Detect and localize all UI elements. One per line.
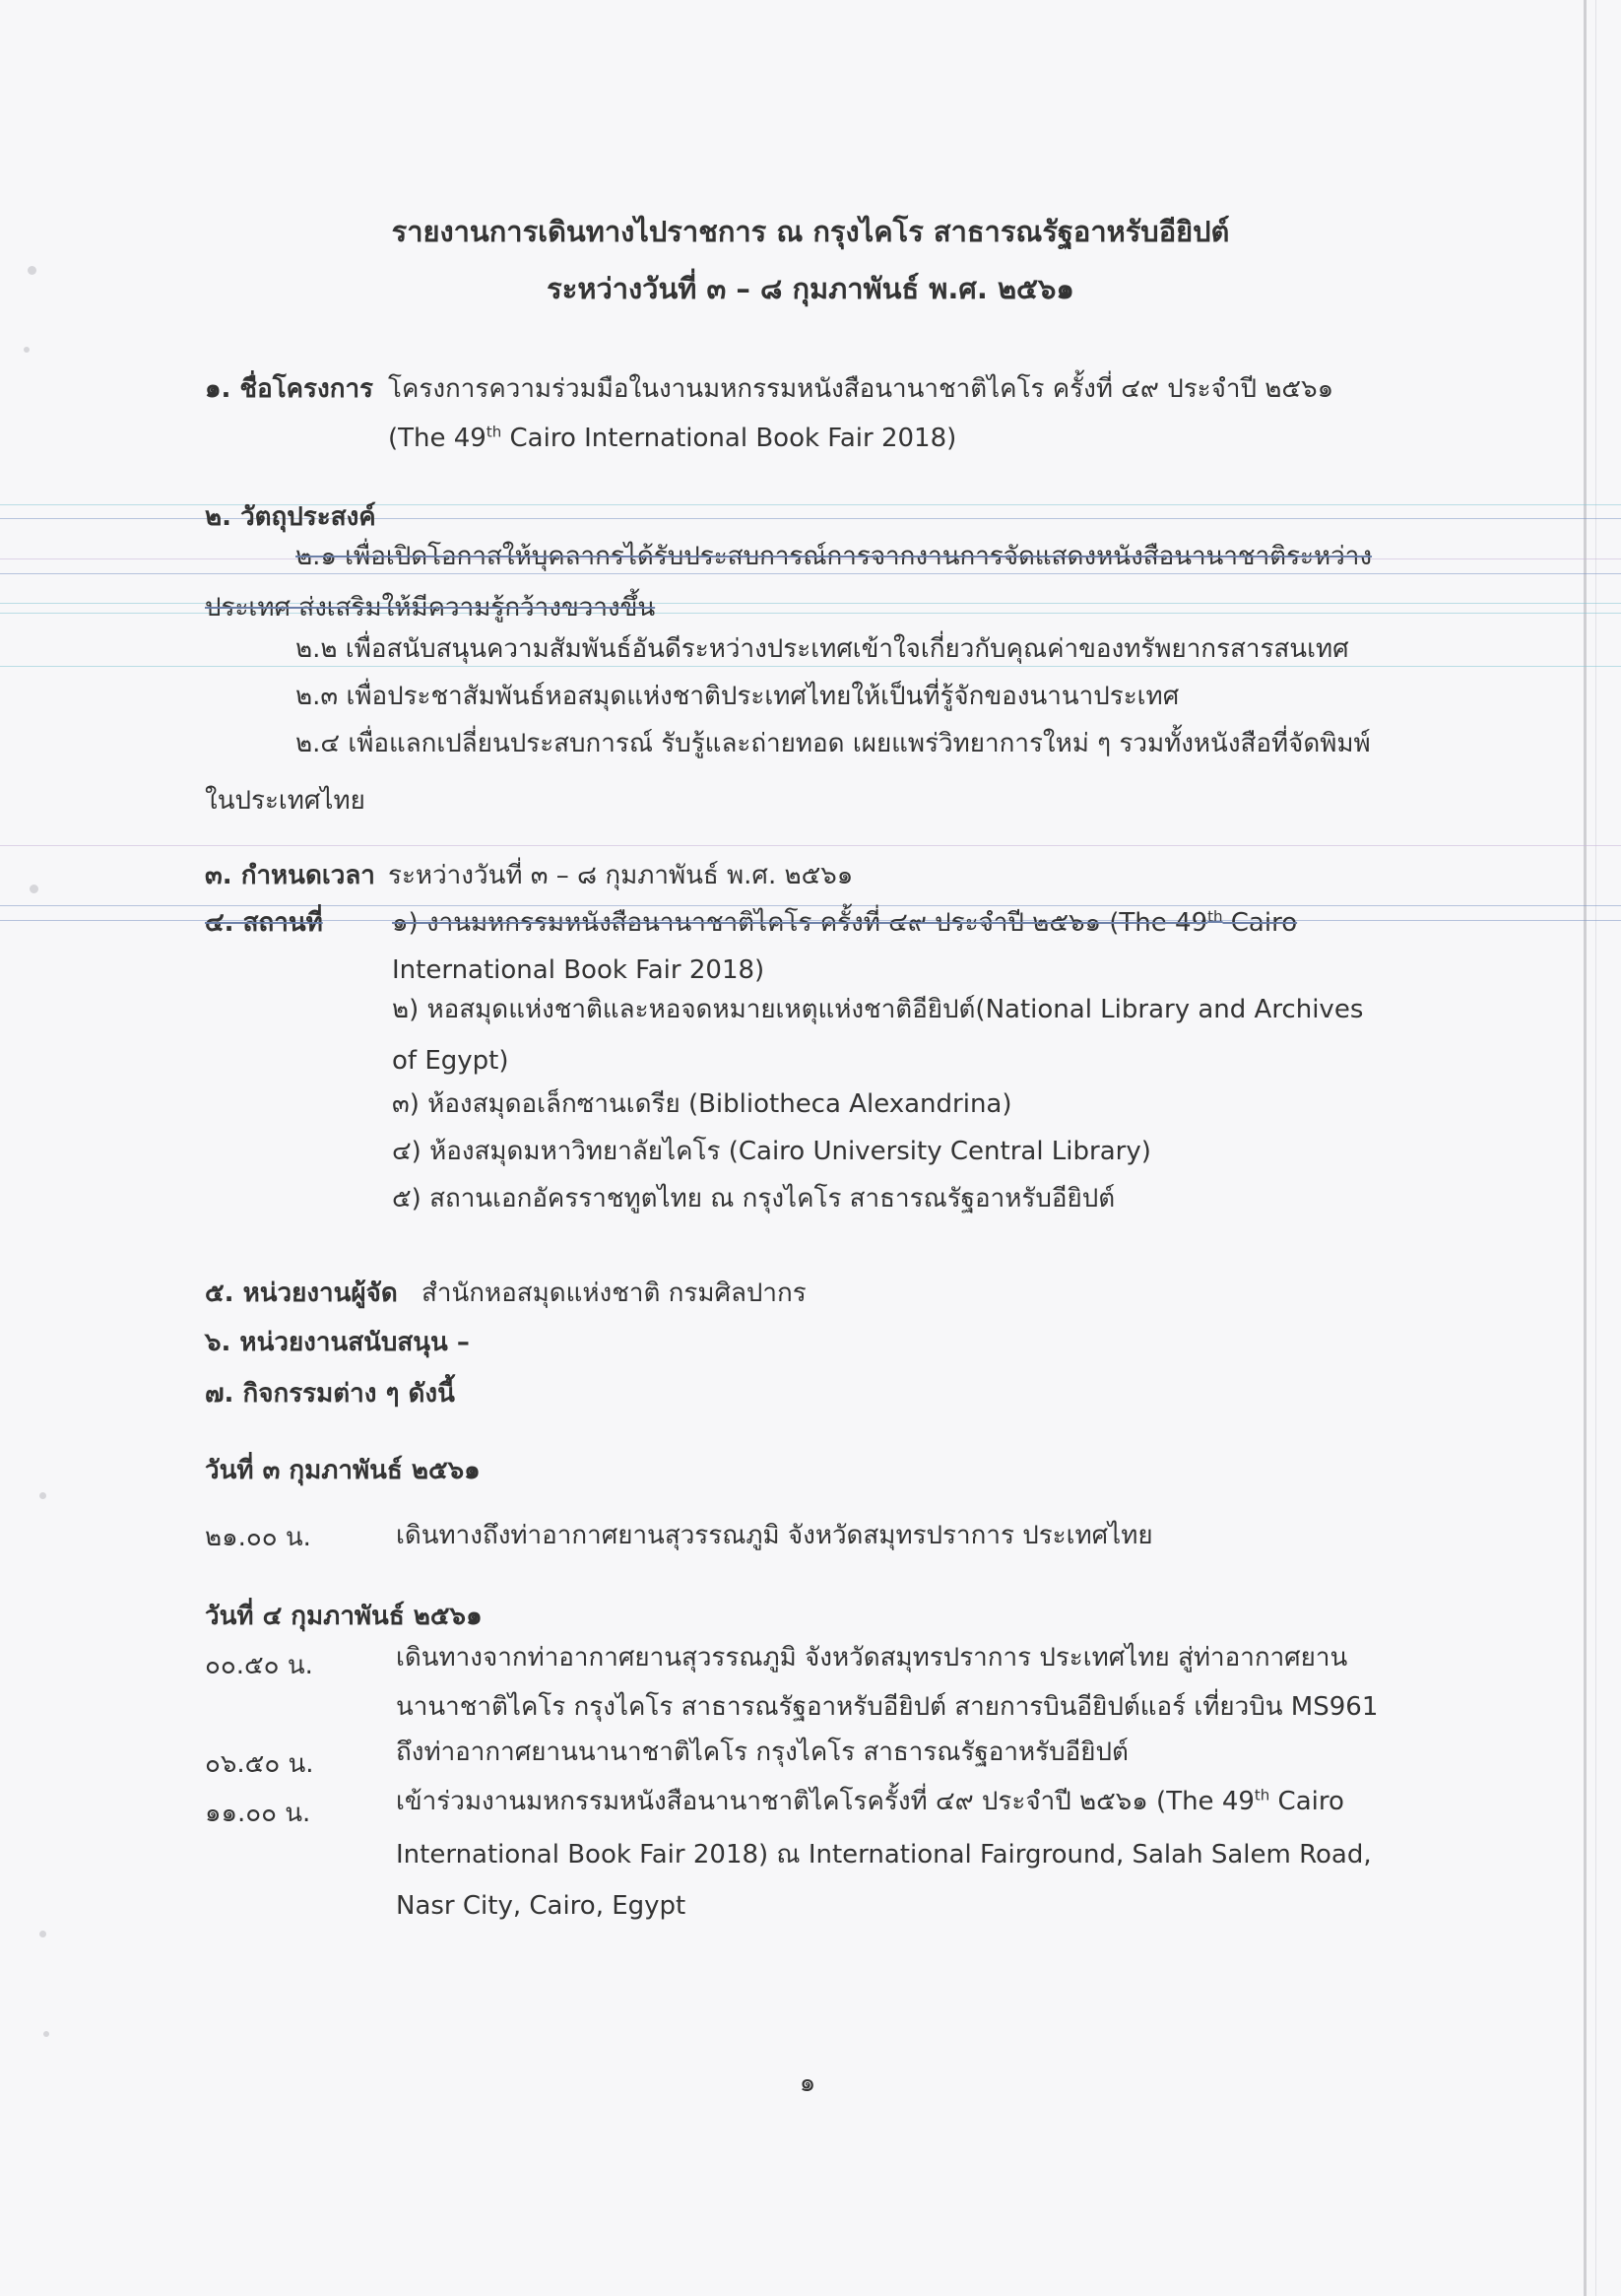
schedule-dates: ระหว่างวันที่ ๓ – ๘ กุมภาพันธ์ พ.ศ. ๒๕๖๑	[388, 861, 854, 890]
binder-hole-mark	[43, 2031, 49, 2037]
objective-2-1: ๒.๑ เพื่อเปิดโอกาสให้บุคลากรได้รับประสบการณ์การจากงานการจัดแสดงหนังสือนานาชาติระหว่าง	[295, 542, 1373, 571]
time-0650: ๐๖.๕๐ น.	[205, 1749, 314, 1779]
venue-3: ๓) ห้องสมุดอเล็กซานเดรีย (Bibliotheca Alexandrina)	[392, 1089, 1012, 1119]
scan-line	[0, 845, 1621, 846]
activity-0050: เดินทางจากท่าอากาศยานสุวรรณภูมิ จังหวัดสมุทรปราการ ประเทศไทย สู่ท่าอากาศยาน	[396, 1643, 1348, 1673]
activity-0650: ถึงท่าอากาศยานนานาชาติไคโร กรุงไคโร สาธารณรัฐอาหรับอียิปต์	[396, 1738, 1129, 1767]
activity-2100: เดินทางถึงท่าอากาศยานสุวรรณภูมิ จังหวัดสมุทรปราการ ประเทศไทย	[396, 1521, 1153, 1550]
objective-2-3: ๒.๓ เพื่อประชาสัมพันธ์หอสมุดแห่งชาติประเทศไทยให้เป็นที่รู้จักของนานาประเทศ	[295, 682, 1180, 711]
time-1100: ๑๑.๐๐ น.	[205, 1799, 311, 1828]
day-heading-4-feb: วันที่ ๔ กุมภาพันธ์ ๒๕๖๑	[205, 1602, 483, 1631]
project-name: โครงการความร่วมมือในงานมหกรรมหนังสือนานาชาติไคโร ครั้งที่ ๔๙ ประจำปี ๒๕๖๑	[388, 374, 1334, 404]
section-2-heading: ๒. วัตถุประสงค์	[205, 502, 376, 532]
activity-1100: เข้าร่วมงานมหกรรมหนังสือนานาชาติไคโรครั้งที่ ๔๙ ประจำปี ๒๕๖๑ (The 49th Cairo	[396, 1786, 1344, 1816]
venue-1-cont: International Book Fair 2018)	[392, 955, 765, 985]
venue-5: ๕) สถานเอกอัครราชทูตไทย ณ กรุงไคโร สาธารณรัฐอาหรับอียิปต์	[392, 1184, 1116, 1214]
section-5-heading: ๕. หน่วยงานผู้จัด	[205, 1279, 398, 1308]
section-4-heading: ๔. สถานที่	[205, 908, 323, 938]
document-subtitle-dates: ระหว่างวันที่ ๓ – ๘ กุมภาพันธ์ พ.ศ. ๒๕๖๑	[547, 272, 1074, 305]
day-heading-3-feb: วันที่ ๓ กุมภาพันธ์ ๒๕๖๑	[205, 1456, 481, 1485]
venue-2-cont: of Egypt)	[392, 1046, 509, 1076]
organizer: สำนักหอสมุดแห่งชาติ กรมศิลปากร	[421, 1279, 807, 1308]
section-3-heading: ๓. กำหนดเวลา	[205, 861, 375, 890]
venue-1: ๑) งานมหกรรมหนังสือนานาชาติไคโร ครั้งที่ ๔๙ ประจำปี ๒๕๖๑ (The 49th Cairo	[392, 907, 1298, 938]
time-0050: ๐๐.๕๐ น.	[205, 1651, 313, 1680]
page-edge-line	[1595, 0, 1596, 2296]
binder-hole-mark	[24, 347, 30, 353]
project-name-english: (The 49th Cairo International Book Fair 2018)	[388, 423, 957, 453]
document-title: รายงานการเดินทางไปราชการ ณ กรุงไคโร สาธารณรัฐอาหรับอียิปต์	[391, 215, 1230, 248]
section-6-heading: ๖. หน่วยงานสนับสนุน –	[205, 1328, 470, 1357]
activity-1100-cont-2: Nasr City, Cairo, Egypt	[396, 1891, 686, 1921]
scan-line	[0, 573, 1621, 574]
binder-hole-mark	[39, 1931, 46, 1937]
objective-2-4-cont: ในประเทศไทย	[205, 786, 365, 816]
section-1-heading: ๑. ชื่อโครงการ	[205, 374, 374, 404]
objective-2-1-cont: ประเทศ ส่งเสริมให้มีความรู้กว้างขวางขึ้น	[205, 593, 656, 623]
page-number: ๑	[799, 2068, 816, 2098]
page-edge-shadow	[1584, 0, 1587, 2296]
time-2100: ๒๑.๐๐ น.	[205, 1523, 311, 1552]
scan-line	[0, 666, 1621, 667]
objective-2-4: ๒.๔ เพื่อแลกเปลี่ยนประสบการณ์ รับรู้และถ่ายทอด เผยแพร่วิทยาการใหม่ ๆ รวมทั้งหนังสือที่จัดพิมพ์	[295, 729, 1371, 758]
venue-2: ๒) หอสมุดแห่งชาติและหอจดหมายเหตุแห่งชาติอียิปต์(National Library and Archives	[392, 995, 1364, 1024]
binder-hole-mark	[39, 1492, 46, 1499]
activity-1100-cont: International Book Fair 2018) ณ International Fairground, Salah Salem Road,	[396, 1840, 1372, 1870]
venue-4: ๔) ห้องสมุดมหาวิทยาลัยไคโร (Cairo University Central Library)	[392, 1137, 1151, 1166]
section-7-heading: ๗. กิจกรรมต่าง ๆ ดังนี้	[205, 1379, 455, 1409]
activity-0050-cont: นานาชาติไคโร กรุงไคโร สาธารณรัฐอาหรับอียิปต์ สายการบินอียิปต์แอร์ เที่ยวบิน MS961	[396, 1692, 1379, 1722]
binder-hole-mark	[30, 885, 38, 893]
objective-2-2: ๒.๒ เพื่อสนับสนุนความสัมพันธ์อันดีระหว่างประเทศเข้าใจเกี่ยวกับคุณค่าของทรัพยากรสารสนเทศ	[295, 634, 1349, 664]
